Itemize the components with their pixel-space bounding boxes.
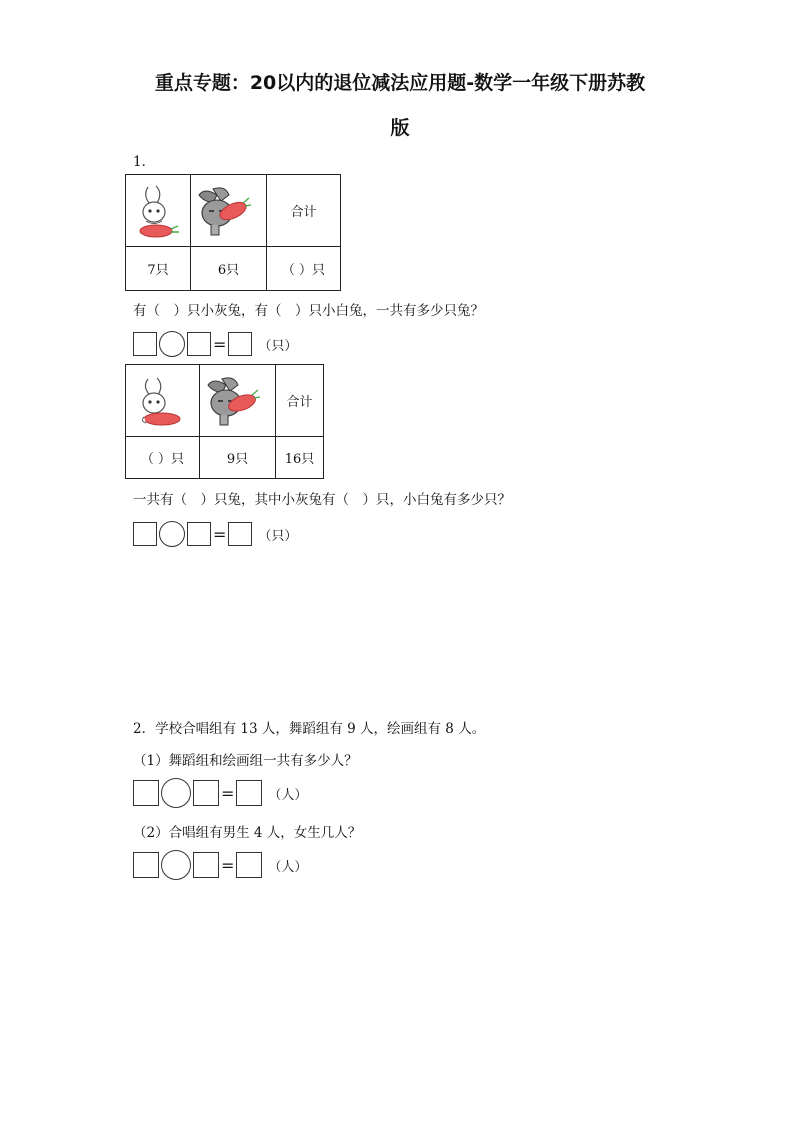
question-1-part-2-text: 一共有（ ）只兔，其中小灰兔有（ ）只，小白兔有多少只？ xyxy=(133,492,511,508)
question-1-part-1-text: 有（ ）只小灰兔，有（ ）只小白兔，一共有多少只兔？ xyxy=(133,303,484,319)
answer-box[interactable] xyxy=(133,780,159,806)
answer-box[interactable] xyxy=(133,522,157,546)
question-1-number: 1． xyxy=(133,154,156,170)
operator-circle[interactable] xyxy=(159,521,185,547)
answer-box[interactable] xyxy=(187,522,211,546)
result-box[interactable] xyxy=(236,780,262,806)
answer-box[interactable] xyxy=(187,332,211,356)
operator-circle[interactable] xyxy=(159,331,185,357)
total-count: 16只 xyxy=(276,437,324,479)
total-header-cell: 合计 xyxy=(276,365,324,437)
operator-circle[interactable] xyxy=(161,850,191,880)
answer-box[interactable] xyxy=(133,332,157,356)
equals-sign: = xyxy=(221,855,235,875)
operator-circle[interactable] xyxy=(161,778,191,808)
unit-label: （只） xyxy=(258,338,298,354)
white-rabbit-cell xyxy=(126,175,191,247)
gray-rabbit-cell xyxy=(191,175,267,247)
result-box[interactable] xyxy=(236,852,262,878)
unit-label: （人） xyxy=(268,787,308,803)
rabbit-table-1 xyxy=(125,174,341,291)
result-box[interactable] xyxy=(228,522,252,546)
gray-rabbit-count: 9只 xyxy=(200,437,276,479)
gray-rabbit-carrot-icon xyxy=(191,181,257,241)
equation-row-4 xyxy=(133,850,307,880)
white-rabbit-count-blank[interactable]: （ ）只 xyxy=(126,437,200,479)
equation-row-2 xyxy=(133,521,297,547)
equation-row-3 xyxy=(133,778,307,808)
question-2-part-1-text: （1）舞蹈组和绘画组一共有多少人？ xyxy=(133,753,358,769)
worksheet-title-continued: 版 xyxy=(390,117,410,139)
gray-rabbit-count: 6只 xyxy=(191,247,267,291)
gray-rabbit-carrot-icon xyxy=(200,371,266,431)
equals-sign: = xyxy=(213,334,227,354)
equation-row-1 xyxy=(133,331,297,357)
answer-box[interactable] xyxy=(193,852,219,878)
worksheet-title: 重点专题：20以内的退位减法应用题-数学一年级下册苏教 xyxy=(154,72,646,94)
rabbit-table-2 xyxy=(125,364,324,479)
equals-sign: = xyxy=(213,524,227,544)
unit-label: （人） xyxy=(268,859,308,875)
question-2-stem: 2．学校合唱组有 13 人，舞蹈组有 9 人，绘画组有 8 人。 xyxy=(133,721,486,737)
answer-box[interactable] xyxy=(193,780,219,806)
answer-box[interactable] xyxy=(133,852,159,878)
question-2-part-2-text: （2）合唱组有男生 4 人，女生几人？ xyxy=(133,825,362,841)
total-header-cell: 合计 xyxy=(267,175,341,247)
equals-sign: = xyxy=(221,783,235,803)
total-count-blank[interactable]: （ ）只 xyxy=(267,247,341,291)
white-rabbit-count: 7只 xyxy=(126,247,191,291)
white-rabbit-carrot-icon xyxy=(126,371,188,431)
white-rabbit-carrot-icon xyxy=(126,181,184,241)
white-rabbit-cell xyxy=(126,365,200,437)
result-box[interactable] xyxy=(228,332,252,356)
gray-rabbit-cell xyxy=(200,365,276,437)
unit-label: （只） xyxy=(258,528,298,544)
